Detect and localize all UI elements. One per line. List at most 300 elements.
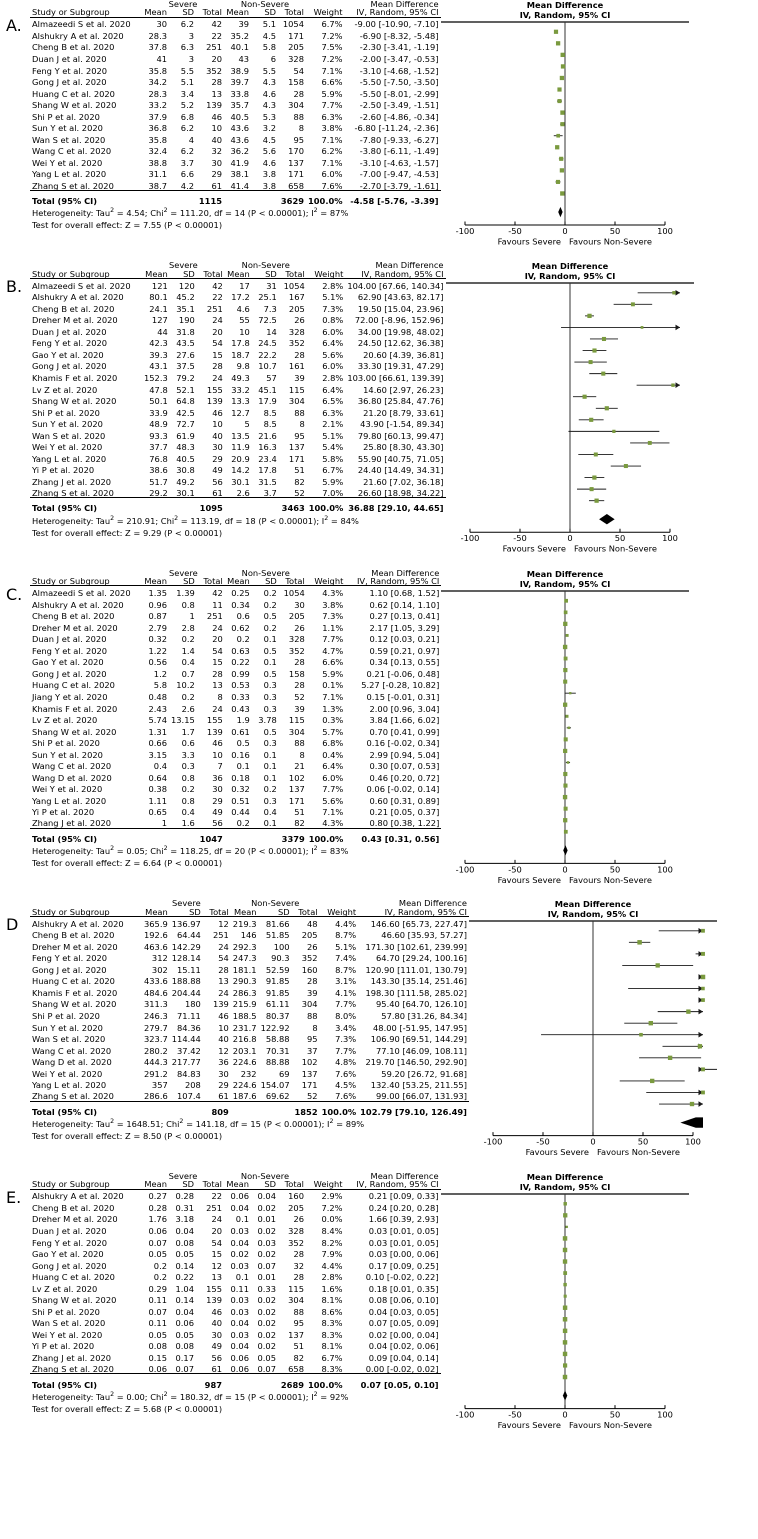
total-severe: 24 [212,315,223,326]
total-severe: 13 [212,680,223,691]
total-severe: 13 [211,88,222,99]
study-effect-marker [565,830,568,833]
sd-nonsevere: 122.92 [260,1022,290,1033]
sd-severe: 0.8 [181,795,195,806]
sd-severe: 0.8 [181,599,195,610]
study-name: Yang L et al. 2020 [32,795,107,806]
study-name: Alshukry A et al. 2020 [32,292,124,303]
sd-severe: 0.7 [181,668,195,679]
total-nonsevere: 205 [288,303,305,314]
mean-nonsevere: 17.8 [231,338,250,349]
summary-diamond [599,514,615,524]
sd-severe: 6.2 [180,19,194,30]
study-effect-marker [565,738,568,741]
total-severe: 30 [211,157,222,168]
effect-estimate-square [687,1010,690,1013]
sd-nonsevere: 91.85 [265,987,290,998]
effect-estimate-square [565,611,568,614]
weight: 3.4% [335,1022,357,1033]
blank [251,190,278,205]
mean-difference-ci: 33.30 [19.31, 47.29] [357,361,444,372]
total-nonsevere: 137 [288,157,304,168]
sd-nonsevere: 0.1 [263,772,277,783]
weight: 3.8% [321,123,343,134]
blank [224,1374,251,1389]
weight: 8.1% [321,1295,343,1306]
mean-severe: 93.3 [149,430,168,441]
study-effect-marker [637,290,679,296]
sd-severe: 84.83 [177,1068,201,1079]
sd-severe: 0.4 [181,657,195,668]
mean-severe: 0.87 [148,611,167,622]
total-severe: 40 [211,134,222,145]
sd-severe: 204.44 [171,987,201,998]
weight: 0.3% [322,715,344,726]
mean-severe: 28.3 [148,88,167,99]
mean-nonsevere: 0.62 [231,622,250,633]
effect-estimate-square [638,941,642,945]
study-name: Dreher M et al. 2020 [32,1214,118,1225]
total-row [30,1101,469,1116]
sd-nonsevere: 0.1 [263,818,277,829]
mean-difference-ci: 5.27 [-0.28, 10.82] [361,680,440,691]
col-total-nonsevere: Total [279,577,307,586]
sd-severe: 0.2 [181,784,195,795]
effect-estimate-square [554,30,557,33]
weight: 7.1% [322,807,344,818]
column-header-row [30,8,441,17]
effect-estimate-square [612,431,614,433]
sd-nonsevere: 24.5 [258,338,277,349]
sd-nonsevere: 7.3 [263,303,277,314]
study-effect-marker [568,431,659,433]
table-row [30,1020,469,1032]
mean-difference-ci: 0.10 [-0.02, 0.22] [365,1272,439,1283]
total-nonsevere: 115 [288,715,305,726]
mean-nonsevere: 0.2 [236,634,250,645]
mean-severe: 41 [156,53,167,64]
table-row [30,1055,469,1067]
total-severe: 29 [218,1080,229,1091]
study-name: Shi P et al. 2020 [32,1306,100,1317]
weight: 3.1% [335,976,357,987]
study-effect-marker [565,1226,568,1227]
total-severe: 56 [212,476,223,487]
study-effect-marker [560,76,563,79]
sd-severe: 27.6 [176,349,195,360]
weight: 6.0% [322,772,344,783]
study-name: Huang C et al. 2020 [32,680,115,691]
mean-severe: 0.11 [148,1318,167,1329]
study-effect-marker [563,1306,566,1309]
mean-severe: 2.79 [148,622,167,633]
blank [169,828,197,843]
total-weight: 100.0% [320,1101,359,1116]
total-severe: 40 [212,430,223,441]
weight: 7.4% [335,953,357,964]
weight: 4.3% [322,588,344,599]
total-ci: 0.07 [0.05, 0.10] [345,1374,441,1389]
total-severe: 139 [206,100,222,111]
group-header-mean-difference: Mean Difference [398,898,467,909]
mean-severe: 312 [151,953,168,964]
total-severe-sum: 1047 [197,828,225,843]
table-row [30,690,441,702]
study-name: Feng Y et al. 2020 [32,338,108,349]
study-name: Yi P et al. 2020 [32,1341,95,1352]
overall-effect-text: Test for overall effect: Z = 8.50 (P < 0.00001) [32,1130,223,1141]
sd-nonsevere: 52.59 [265,964,290,975]
blank [251,1374,278,1389]
x-axis-tick-label: -100 [483,1136,503,1147]
study-name: Huang C et al. 2020 [32,976,115,987]
table-row [30,632,441,644]
mean-nonsevere: 219.3 [232,918,257,929]
study-effect-marker [563,1341,566,1344]
plot-header-line2: IV, Random, 95% CI [519,10,610,20]
total-severe: 24 [211,1214,222,1225]
sd-severe: 3.3 [181,749,195,760]
effect-estimate-square [601,372,604,375]
study-effect-marker [573,395,596,398]
sd-severe: 84.36 [177,1022,201,1033]
overall-effect-text: Test for overall effect: Z = 6.64 (P < 0.00001) [32,858,223,869]
total-severe: 20 [211,53,222,64]
column-header-row [30,270,446,279]
total-nonsevere: 171 [288,453,305,464]
mean-nonsevere: 0.04 [230,1237,249,1248]
blank [142,828,169,843]
weight: 8.6% [321,1306,343,1317]
mean-severe: 0.15 [148,1353,167,1364]
total-nonsevere: 160 [288,1191,304,1202]
total-nonsevere: 21 [294,761,305,772]
total-severe: 46 [218,1010,229,1021]
total-nonsevere: 88 [294,407,305,418]
effect-estimate-square [559,157,562,160]
sd-nonsevere: 88.88 [265,1057,290,1068]
forest-plot-svg [441,0,689,247]
total-severe: 15 [212,657,223,668]
study-effect-marker [561,65,564,68]
sd-nonsevere: 0.1 [263,634,277,645]
total-nonsevere: 205 [288,42,304,53]
mean-nonsevere: 1.9 [236,715,250,726]
mean-severe: 0.66 [148,738,167,749]
study-name: Zhang J et al. 2020 [32,1353,112,1364]
effect-estimate-square [564,668,567,671]
mean-severe: 38.8 [148,157,167,168]
x-axis-tick-label: 100 [656,226,673,237]
sd-nonsevere: 0.07 [257,1260,276,1271]
ci-arrow-right-icon [698,1009,703,1015]
total-severe: 28 [212,668,223,679]
weight: 1.6% [321,1283,343,1294]
total-nonsevere: 37 [307,1045,318,1056]
sd-severe: 3.18 [175,1214,194,1225]
total-nonsevere: 26 [293,1214,304,1225]
mean-severe: 31.1 [148,169,167,180]
total-weight: 100.0% [306,190,345,205]
study-effect-marker [564,645,567,648]
sd-nonsevere: 8.5 [263,419,277,430]
x-axis-tick-label: 50 [609,226,620,237]
sd-severe: 30.1 [176,487,195,498]
mean-nonsevere: 10 [239,326,250,337]
effect-estimate-square [560,192,563,195]
effect-estimate-square [671,384,673,386]
mean-severe: 30 [156,19,167,30]
total-severe: 155 [206,715,223,726]
weight: 4.4% [321,1260,343,1271]
study-effect-marker [696,951,705,957]
panel-e [0,1172,758,1431]
table-row [30,986,469,998]
study-name: Wang D et al. 2020 [32,772,112,783]
total-severe: 20 [211,1226,222,1237]
sd-severe: 0.4 [181,807,195,818]
effect-estimate-square [590,488,593,491]
blank [170,1101,203,1116]
total-nonsevere: 51 [294,465,305,476]
study-name: Zhang J et al. 2020 [32,476,112,487]
sd-nonsevere: 0.5 [263,726,277,737]
mean-severe: 5.74 [148,715,167,726]
effect-estimate-square [583,395,586,398]
blank [225,498,252,513]
total-severe: 49 [212,465,223,476]
sd-severe: 37.42 [177,1045,201,1056]
effect-estimate-square [641,327,643,329]
total-nonsevere: 304 [301,999,318,1010]
panel-c [0,569,758,886]
effect-estimate-square [702,1068,705,1071]
sd-nonsevere: 72.5 [258,315,277,326]
sd-severe: 208 [184,1080,201,1091]
total-nonsevere: 1054 [282,19,304,30]
effect-estimate-square [640,1034,643,1037]
col-total-nonsevere: Total [292,908,320,917]
mean-nonsevere: 49.3 [231,372,250,383]
mean-nonsevere: 43.6 [230,123,249,134]
total-severe: 54 [218,953,229,964]
study-name: Duan J et al. 2020 [32,1226,107,1237]
study-name: Zhang J et al. 2020 [32,818,112,829]
total-weight: 100.0% [306,1374,345,1389]
col-mean-nonsevere: Mean [225,270,252,279]
sd-nonsevere: 0.4 [263,807,277,818]
total-nonsevere: 88 [294,738,305,749]
total-severe: 15 [211,1249,222,1260]
total-nonsevere: 205 [301,930,318,941]
effect-estimate-square [564,795,567,798]
sd-nonsevere: 81.66 [265,918,290,929]
effect-estimate-square [560,76,563,79]
study-name: Almazeedi S et al. 2020 [32,588,131,599]
sd-severe: 40.5 [176,453,195,464]
x-axis-tick-label: 0 [562,864,568,875]
total-nonsevere: 82 [294,818,305,829]
study-effect-marker [563,1283,565,1285]
mean-nonsevere: 0.04 [230,1202,249,1213]
effect-estimate-square [650,1079,653,1082]
effect-estimate-square [649,1022,652,1025]
effect-estimate-square [624,465,627,468]
table-row [30,428,446,440]
table-row [30,1362,441,1374]
table-row [30,1351,441,1363]
total-nonsevere: 8 [299,419,305,430]
mean-severe: 1.76 [148,1214,167,1225]
total-severe: 61 [211,1364,222,1375]
sd-severe: 0.8 [181,772,195,783]
total-severe-sum: 987 [196,1374,224,1389]
total-ci: 36.88 [29.10, 44.65] [345,498,445,513]
effect-estimate-square [668,1056,671,1059]
blank [231,1101,259,1116]
col-sd-severe: SD [169,8,196,17]
table-row [30,301,446,313]
mean-severe: 28.3 [148,30,167,41]
sd-nonsevere: 69 [279,1068,290,1079]
total-nonsevere: 304 [288,1295,304,1306]
mean-severe: 0.38 [148,784,167,795]
table-row [30,359,446,371]
sd-severe: 107.4 [177,1091,201,1102]
mean-difference-ci: 0.04 [0.02, 0.06] [368,1341,439,1352]
table-row [30,586,441,598]
sd-severe: 3 [188,53,194,64]
blank [169,190,196,205]
study-name: Alshukry A et al. 2020 [32,1191,124,1202]
table-row [30,655,441,667]
col-study: Study or Subgroup [30,270,142,279]
x-axis-tick-label: 0 [561,226,568,237]
mean-nonsevere: 146 [240,930,257,941]
col-mean-nonsevere: Mean [224,8,251,17]
group-header-severe: Severe [168,0,198,9]
col-sd-severe: SD [169,577,197,586]
table-row [30,701,441,713]
effect-estimate-square [555,146,558,149]
total-severe: 56 [211,1353,222,1364]
blank [142,1374,169,1389]
mean-difference-ci: 55.90 [40.75, 71.05] [357,453,444,464]
sd-nonsevere: 0.2 [263,599,277,610]
total-nonsevere: 658 [288,1364,304,1375]
study-name: Shi P et al. 2020 [32,111,100,122]
weight: 7.2% [321,53,343,64]
study-effect-marker [564,1203,566,1205]
total-severe: 12 [211,1260,222,1271]
sd-nonsevere: 5.6 [262,146,276,157]
col-study: Study or Subgroup [30,8,142,17]
total-label: Total (95% CI) [30,1374,142,1389]
axis-label-favours-nonsevere: Favours Non-Severe [568,236,652,247]
mean-nonsevere: 0.06 [230,1364,249,1375]
weight: 0.4% [322,749,344,760]
mean-nonsevere: 5 [244,419,250,430]
table-row [30,667,441,679]
sd-nonsevere: 4.3 [262,77,276,88]
mean-nonsevere: 216.8 [232,1034,257,1045]
mean-difference-ci: 0.62 [0.14, 1.10] [369,599,440,610]
mean-nonsevere: 0.03 [230,1295,249,1306]
mean-difference-ci: 103.00 [66.61, 139.39] [347,372,444,383]
study-name: Shang W et al. 2020 [32,396,117,407]
total-severe: 251 [206,42,222,53]
sd-severe: 0.05 [175,1329,194,1340]
weight: 6.7% [321,19,343,30]
effect-estimate-square [631,303,634,306]
mean-nonsevere: 55 [239,315,250,326]
mean-nonsevere: 2.6 [236,487,250,498]
mean-nonsevere: 35.7 [230,100,249,111]
mean-difference-ci: 0.21 [-0.06, 0.48] [366,668,440,679]
total-nonsevere: 30 [294,599,305,610]
x-axis-tick-label: 100 [657,864,674,875]
col-mean-nonsevere: Mean [225,577,252,586]
mean-difference-ci: 77.10 [46.09, 108.11] [376,1045,467,1056]
weight: 6.4% [322,338,344,349]
mean-severe: 47.8 [149,384,168,395]
weight: 7.3% [322,303,344,314]
study-name: Duan J et al. 2020 [32,53,107,64]
table-row [30,620,441,632]
panel-spacer [0,885,758,899]
mean-severe: 0.32 [148,634,167,645]
sd-severe: 5.1 [180,77,194,88]
total-nonsevere: 161 [288,361,305,372]
total-nonsevere-sum: 2689 [278,1374,306,1389]
study-effect-marker [578,419,603,422]
total-nonsevere: 137 [288,1329,304,1340]
table-row [30,156,441,168]
study-effect-marker [561,325,680,331]
total-severe: 30 [218,1068,229,1079]
mean-difference-ci: 0.34 [0.13, 0.55] [369,657,440,668]
total-nonsevere-sum: 3379 [279,828,307,843]
study-effect-marker [563,1318,566,1321]
sd-nonsevere: 0.03 [257,1237,276,1248]
mean-severe: 0.48 [148,691,167,702]
study-effect-marker [566,761,570,763]
weight: 6.3% [321,111,343,122]
effect-estimate-square [563,1248,566,1251]
total-nonsevere: 352 [288,1237,304,1248]
mean-severe: 38.7 [148,180,167,191]
total-row [30,190,441,205]
mean-nonsevere: 286.3 [232,987,257,998]
sd-severe: 71.11 [177,1010,201,1021]
total-severe: 32 [211,146,222,157]
study-name: Duan J et al. 2020 [32,634,107,645]
mean-difference-ci: 0.02 [0.00, 0.04] [368,1329,439,1340]
sd-severe: 6.6 [180,169,194,180]
total-severe: 42 [212,280,223,291]
total-severe: 13 [218,976,229,987]
axis-label-favours-nonsevere: Favours Non-Severe [569,874,653,885]
total-nonsevere: 304 [288,100,304,111]
total-severe: 155 [206,384,223,395]
study-name: Shi P et al. 2020 [32,407,100,418]
total-severe: 24 [212,622,223,633]
plot-header-line1: Mean Difference [526,1172,603,1183]
effect-estimate-square [564,784,567,787]
weight: 4.7% [322,645,344,656]
table-row [30,1247,441,1259]
mean-severe: 38.6 [149,465,168,476]
